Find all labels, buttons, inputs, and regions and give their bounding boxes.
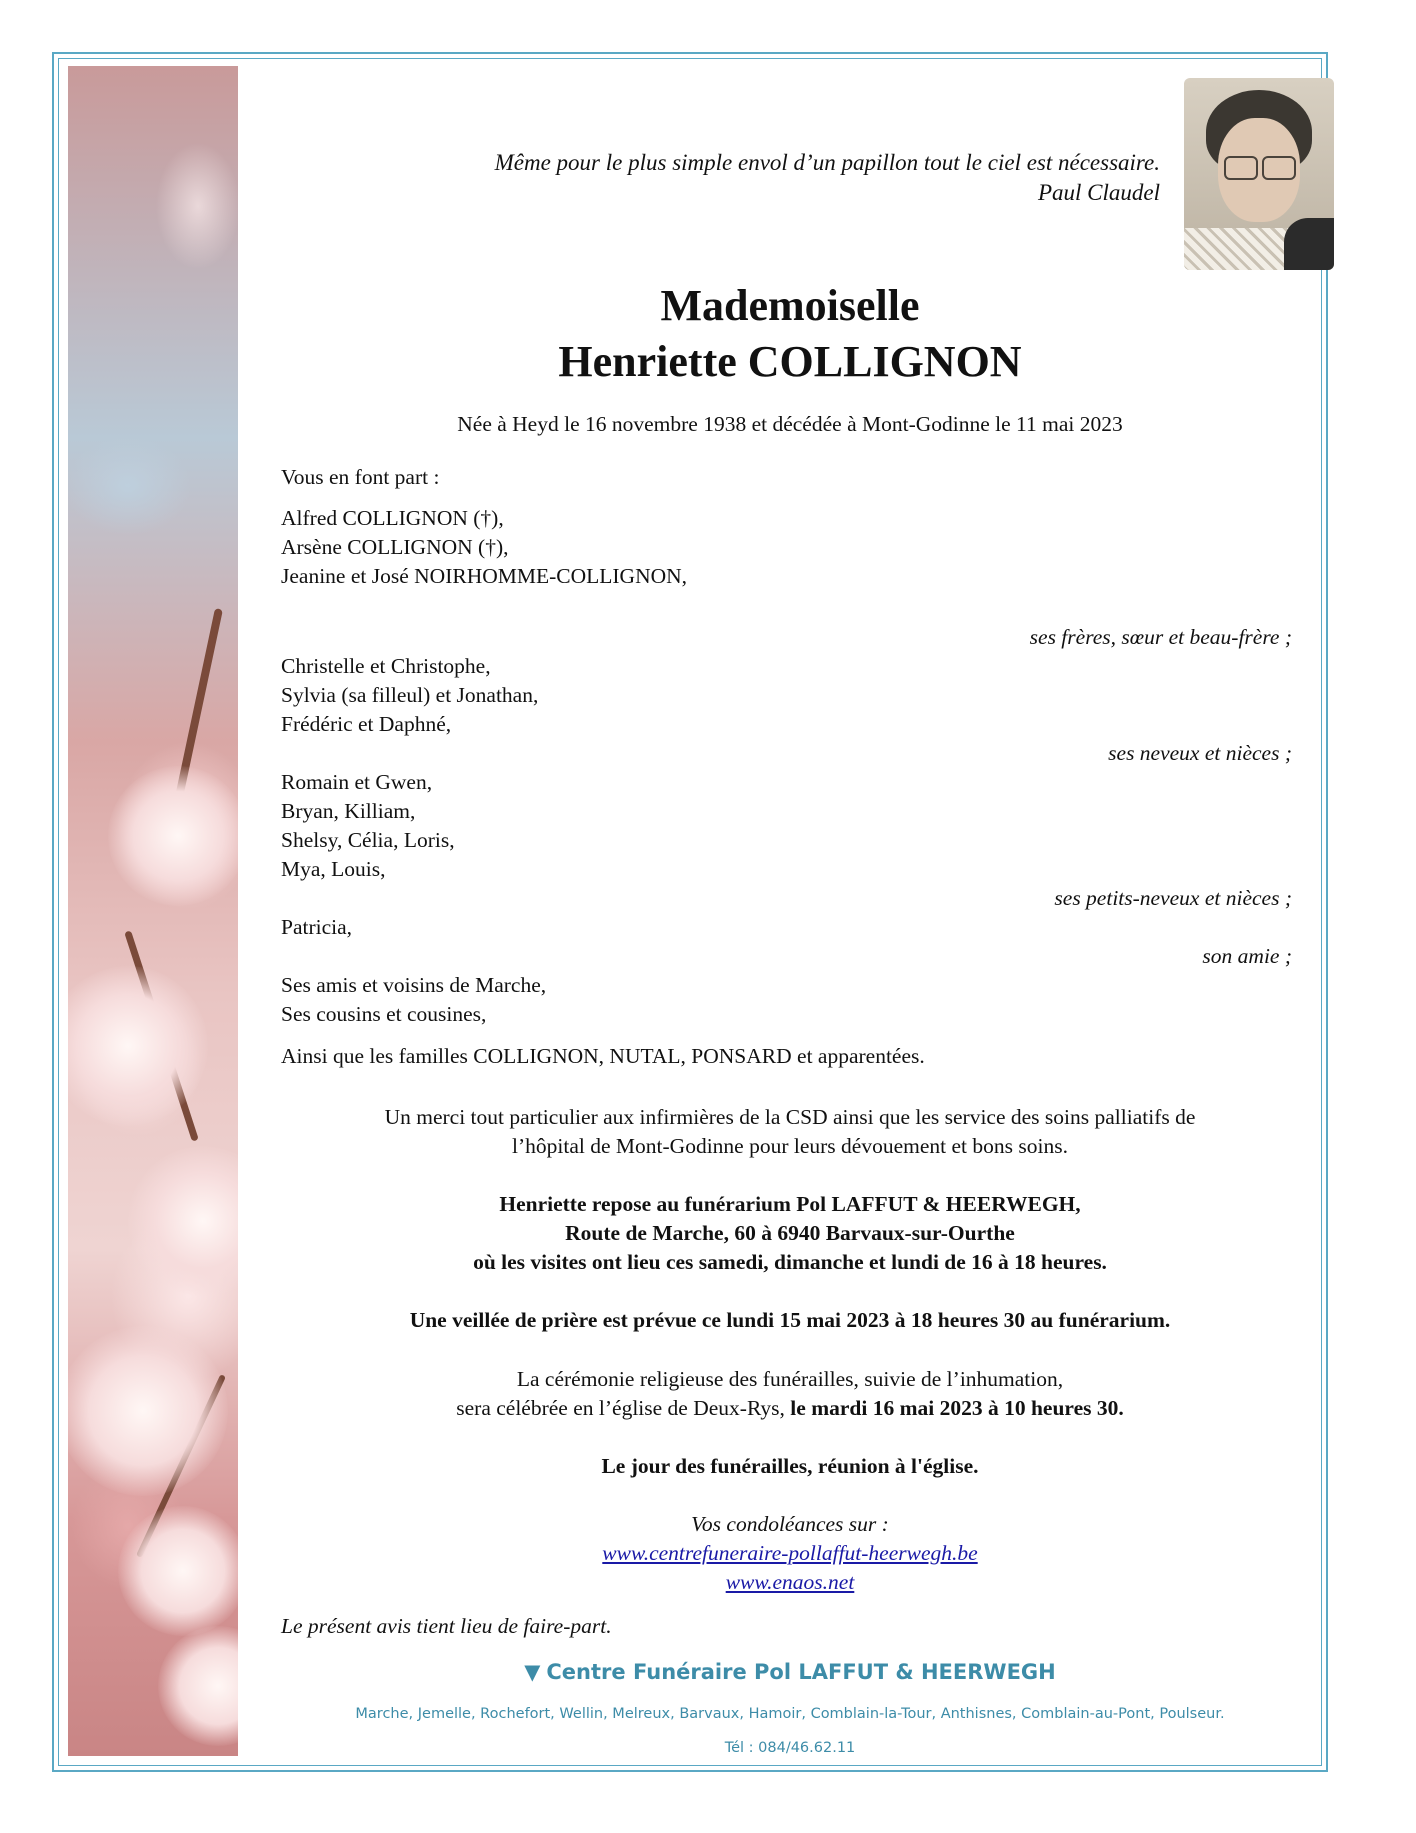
- quote-author: Paul Claudel: [1037, 180, 1160, 205]
- ceremony-line-1: La cérémonie religieuse des funérailles, suivie de l’inhumation,: [516, 1367, 1064, 1391]
- ceremony-date: le mardi 16 mai 2023 à 10 heures 30.: [790, 1396, 1124, 1420]
- list-item: Romain et Gwen,: [281, 770, 433, 794]
- ceremony-line-2: [280, 1394, 1300, 1423]
- footer-phone: Tél : 084/46.62.11: [724, 1740, 856, 1756]
- friend-name: Patricia,: [281, 915, 353, 939]
- condolences-link-primary[interactable]: www.centrefuneraire-pollaffut-heerwegh.be: [602, 1541, 978, 1565]
- list-item: Sylvia (sa filleul) et Jonathan,: [281, 683, 539, 707]
- list-item: Shelsy, Célia, Loris,: [281, 828, 455, 852]
- portrait-photo: [1184, 78, 1334, 270]
- repose-line-3: où les visites ont lieu ces samedi, dimanche et lundi de 16 à 18 heures.: [473, 1250, 1107, 1274]
- ceremony-location: sera célébrée en l’église de Deux-Rys,: [456, 1396, 785, 1420]
- list-item: Alfred COLLIGNON (†),: [281, 506, 504, 530]
- nephews-relation: ses neveux et nièces ;: [1108, 741, 1292, 765]
- list-item: Christelle et Christophe,: [281, 654, 491, 678]
- friend-relation: son amie ;: [1202, 944, 1292, 968]
- condolences-label: Vos condoléances sur :: [691, 1512, 889, 1536]
- vigil-line: Une veillée de prière est prévue ce lundi 15 mai 2023 à 18 heures 30 au funérarium.: [409, 1308, 1171, 1332]
- birth-death-dates: Née à Heyd le 16 novembre 1938 et décédée à Mont-Godinne le 11 mai 2023: [457, 412, 1123, 436]
- intro-text: Vous en font part :: [281, 465, 440, 489]
- list-item: Frédéric et Daphné,: [281, 712, 452, 736]
- list-item: Mya, Louis,: [281, 857, 386, 881]
- list-item: Bryan, Killiam,: [281, 799, 416, 823]
- condolences-link-secondary[interactable]: www.enaos.net: [725, 1570, 855, 1594]
- list-item: Ses cousins et cousines,: [281, 1002, 487, 1026]
- repose-line-2: Route de Marche, 60 à 6940 Barvaux-sur-Ourthe: [565, 1221, 1015, 1245]
- list-item: Jeanine et José NOIRHOMME-COLLIGNON,: [281, 564, 688, 588]
- siblings-relation: ses frères, sœur et beau-frère ;: [1029, 625, 1292, 649]
- notice-text: Le présent avis tient lieu de faire-part.: [281, 1614, 612, 1638]
- cherry-blossom-strip-image: [68, 66, 238, 1756]
- thanks-line-2: l’hôpital de Mont-Godinne pour leurs dévouement et bons soins.: [512, 1134, 1068, 1158]
- condolences-link-wrap: [280, 1539, 1300, 1568]
- honorific: Mademoiselle: [660, 281, 920, 330]
- deceased-name: Henriette COLLIGNON: [558, 337, 1022, 386]
- list-item: Arsène COLLIGNON (†),: [281, 535, 509, 559]
- triangle-down-icon: ▼: [524, 1660, 541, 1684]
- footer-brand: [280, 1660, 1300, 1684]
- meeting-line: Le jour des funérailles, réunion à l'église.: [601, 1454, 979, 1478]
- repose-line-1: Henriette repose au funérarium Pol LAFFUT & HEERWEGH,: [499, 1192, 1081, 1216]
- quote-text: Même pour le plus simple envol d’un papillon tout le ciel est nécessaire.: [494, 150, 1160, 175]
- condolences-link-wrap: [280, 1568, 1300, 1597]
- footer-brand-name: Centre Funéraire Pol LAFFUT & HEERWEGH: [546, 1660, 1056, 1684]
- footer-locations: Marche, Jemelle, Rochefort, Wellin, Melreux, Barvaux, Hamoir, Comblain-la-Tour, Anthisnes, Comblain-au-Pont, Poulseur.: [355, 1706, 1225, 1722]
- thanks-line-1: Un merci tout particulier aux infirmières de la CSD ainsi que les service des soins palliatifs de: [384, 1105, 1196, 1129]
- grandnephews-relation: ses petits-neveux et nièces ;: [1054, 886, 1292, 910]
- families-line: Ainsi que les familles COLLIGNON, NUTAL, PONSARD et apparentées.: [281, 1044, 925, 1068]
- list-item: Ses amis et voisins de Marche,: [281, 973, 547, 997]
